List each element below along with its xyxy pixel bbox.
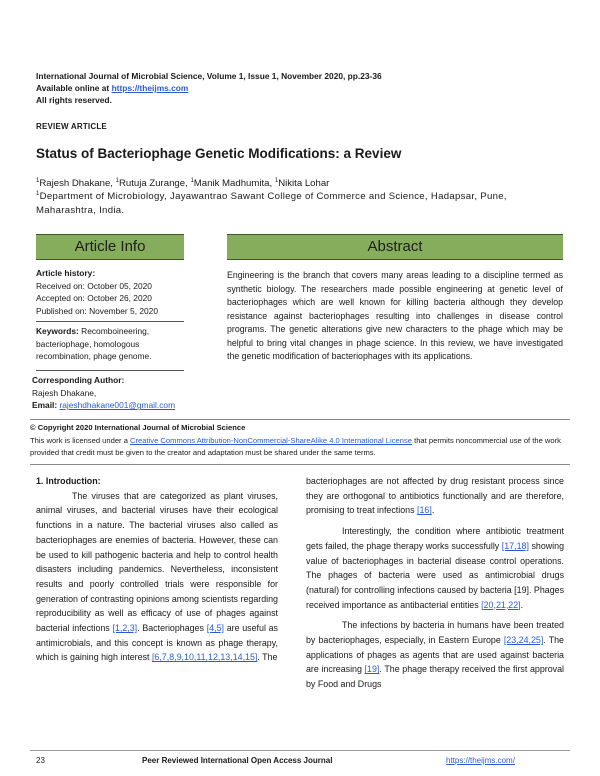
article-history: Article history: Received on: October 05, 2020 Accepted on: October 26, 2020 Published on: November 5, 2020	[36, 267, 186, 317]
keywords: Keywords: Recomboineering, bacteriophage, homologous recombination, phage genome.	[36, 326, 152, 362]
divider	[36, 370, 184, 371]
citation-link[interactable]: [6,7,8,9,10,11,12,13,14,15]	[151, 652, 258, 663]
body-paragraph: Interestingly, the condition where antibiotic treatment gets failed, the phage therapy works successfully [17,18] showing value of bacteriophages in bacterial disease control operations. The phages of bacteria were used as antimicrobial drugs (natural) for controlling infections caused by bacteria [19]. Phages received importance as antibacterial entities [20,21,22].	[306, 526, 565, 610]
copyright-notice: © Copyright 2020 International Journal of Microbial Science	[30, 423, 246, 432]
journal-url-link[interactable]: https://theijms.com	[111, 83, 189, 93]
article-info-banner: Article Info	[36, 234, 184, 260]
author-name: Manik Madhumita,	[193, 178, 273, 189]
journal-header	[36, 70, 382, 106]
email-link[interactable]: rajeshdhakane001@gmail.com	[59, 400, 176, 411]
section-heading: 1. Introduction:	[36, 476, 101, 486]
license-link[interactable]: Creative Commons Attribution-NonCommercial-ShareAlike 4.0 International License	[130, 436, 412, 445]
abstract-text: Engineering is the branch that covers many areas leading to a discipline termed as synthetic biology. The researchers made possible engineering at genetic level of bacteriophages which are well known for killing bacteria although they develop resistance against bacteriophages resulting into challenges in disease control programs. The genetic alterations give new characters to the phage which may be helpful to bring vital changes in phage science. In this review, we have investigated the genetic modification of bacteriophages with its applications.	[227, 270, 563, 361]
citation-link[interactable]: [17,18]	[501, 540, 529, 551]
received-date: Received on: October 05, 2020	[36, 280, 152, 291]
citation-link[interactable]: [19]	[364, 664, 380, 675]
citation-link[interactable]: [1,2,3]	[112, 623, 138, 634]
rights-line: All rights reserved.	[36, 95, 112, 105]
license-notice: This work is licensed under a Creative Commons Attribution-NonCommercial-ShareAlike 4.0 International License that permits noncommercial use of the work provided that credit must be given to the creator and adaptation must be shared under the same terms.	[30, 436, 561, 457]
article-type: REVIEW ARTICLE	[36, 122, 107, 131]
intro-right-column	[306, 474, 564, 692]
corresponding-author: Corresponding Author: Rajesh Dhakane, Email: rajeshdhakane001@gmail.com	[32, 374, 192, 412]
divider	[36, 321, 184, 322]
citation-link[interactable]: [23,24,25]	[503, 635, 544, 646]
footer-url-link[interactable]: https://theijms.com/	[446, 756, 515, 765]
abstract-banner: Abstract	[227, 234, 563, 260]
author-name: Nikita Lohar	[278, 178, 330, 189]
corresponding-name: Rajesh Dhakane,	[32, 387, 97, 398]
body-paragraph: The infections by bacteria in humans have been treated by bacteriophages, especially, in Eastern Europe [23,24,25]. The applications of phages as agents that are used against bacteria are increasing [19]. The phage therapy received the first approval by Food and Drugs	[306, 620, 564, 690]
author-name: Rajesh Dhakane,	[39, 178, 113, 189]
intro-left-column	[36, 474, 278, 665]
body-paragraph: bacteriophages are not affected by drug resistant process since they are orthogonal to antibiotics functionally and are therefore, promising to treat infections [16].	[306, 476, 564, 516]
footer-divider	[30, 750, 570, 751]
citation-link[interactable]: [4,5]	[206, 623, 224, 634]
body-paragraph: The viruses that are categorized as plant viruses, animal viruses, and bacterial viruses have their ecological functions in a nature. The bacterial viruses also called as bacteriophages are enemies of bacteria. However, these can be used to kill pathogenic bacteria and help to control health disasters including pandemics. Nevertheless, inconsistent results and poorly controlled trials were responsible for generation of contrasting opinions among scientists regarding reproducibility as well as efficacy of use of phages against bacterial infections [1,2,3]. Bacteriophages [4,5] are useful as antimicrobials, and this concept is known as phage therapy, which is gaining high interest [6,7,8,9,10,11,12,13,14,15]. The	[36, 490, 278, 663]
divider	[30, 419, 570, 420]
author-list: $^1$Rajesh Dhakane, $^1$Rutuja Zurange, $^1$Manik Madhumita, $^1$Nikita Lohar	[36, 177, 330, 189]
accepted-date: Accepted on: October 26, 2020	[36, 293, 152, 304]
citation-link[interactable]: [16]	[417, 505, 432, 516]
citation-link[interactable]: [20,21,22]	[481, 599, 521, 610]
author-name: Rutuja Zurange,	[118, 178, 188, 189]
paper-title: Status of Bacteriophage Genetic Modifications: a Review	[36, 146, 402, 161]
availability-line: Available online at https://theijms.com	[36, 83, 189, 93]
published-date: Published on: November 5, 2020	[36, 305, 158, 316]
divider	[30, 464, 570, 465]
footer-journal: Peer Reviewed International Open Access Journal	[142, 756, 333, 765]
page-number: 23	[36, 756, 45, 765]
journal-citation: International Journal of Microbial Science, Volume 1, Issue 1, November 2020, pp.23-36	[36, 71, 382, 81]
affiliation: $^1$Department of Microbiology, Jayawantrao Sawant College of Commerce and Science, Hadapsar, Pune, Maharashtra, India.	[36, 190, 507, 216]
